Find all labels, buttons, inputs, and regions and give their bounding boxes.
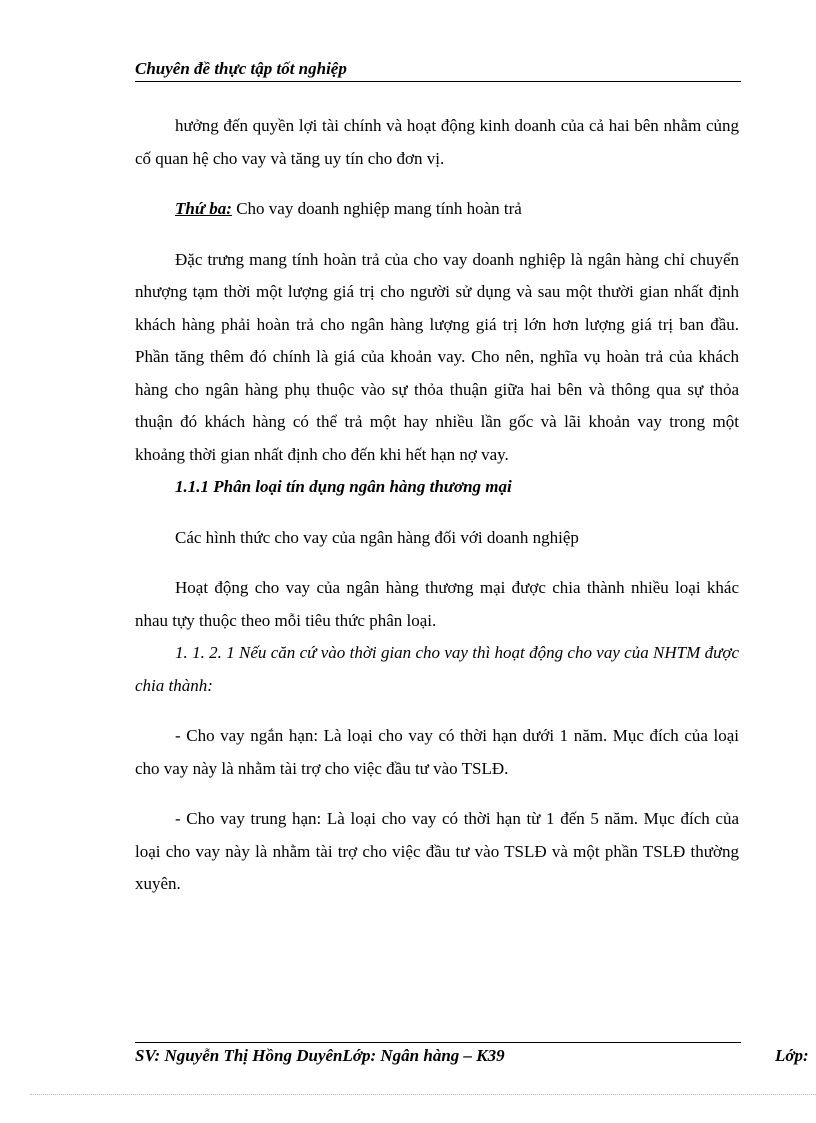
paragraph-1: hưởng đến quyền lợi tài chính và hoạt động kinh doanh của cả hai bên nhằm củng cố quan hệ cho vay và tăng uy tín cho đơn vị. (135, 116, 739, 168)
header-title: Chuyên đề thực tập tốt nghiệp (135, 59, 347, 78)
paragraph-thu-ba (135, 193, 739, 226)
document-body (135, 110, 739, 901)
paragraph-hoat-dong: Hoạt động cho vay của ngân hàng thương mại được chia thành nhiều loại khác nhau tựy thuộc theo mỗi tiêu thức phân loại. (135, 578, 739, 630)
subsection-heading: 1. 1. 2. 1 Nếu căn cứ vào thời gian cho vay thì hoạt động cho vay của NHTM được chia thành: (135, 643, 739, 695)
page-header (135, 57, 741, 82)
thu-ba-label: Thứ ba: (175, 199, 232, 218)
thu-ba-text: Cho vay doanh nghiệp mang tính hoàn trả (231, 199, 522, 218)
section-heading: 1.1.1 Phân loại tín dụng ngân hàng thương mại (175, 477, 512, 496)
paragraph-trung-han: - Cho vay trung hạn: Là loại cho vay có thời hạn từ 1 đến 5 năm. Mục đích của loại cho vay này là nhằm tài trợ cho việc đầu tư vào TSLĐ và một phần TSLĐ thường xuyên. (135, 809, 739, 893)
footer-class-label: Lớp: (775, 1046, 809, 1065)
footer-divider (135, 1042, 741, 1043)
page-bottom-edge (30, 1094, 816, 1095)
paragraph-ngan-han: - Cho vay ngắn hạn: Là loại cho vay có thời hạn dưới 1 năm. Mục đích của loại cho vay này là nhằm tài trợ cho việc đầu tư vào TSLĐ. (135, 726, 739, 778)
paragraph-dac-trung: Đặc trưng mang tính hoàn trả của cho vay doanh nghiệp là ngân hàng chỉ chuyển nhượng tạm thời một lượng giá trị cho người sử dụng và sau một thười gian nhất định khách hàng phải hoàn trả cho ngân hàng lượng giá trị lớn hơn lượng giá trị ban đầu. Phần tăng thêm đó chính là giá của khoản vay. Cho nên, nghĩa vụ hoàn trả của khách hàng cho ngân hàng phụ thuộc vào sự thỏa thuận giữa hai bên và thông qua sự thỏa thuận đó khách hàng có thể trả một hay nhiều lần gốc và lãi khoản vay trong một khoảng thời gian nhất định cho đến khi hết hạn nợ vay. (135, 249, 739, 464)
paragraph-hinh-thuc: Các hình thức cho vay của ngân hàng đối với doanh nghiệp (175, 527, 579, 547)
footer-student-info: SV: Nguyễn Thị Hồng DuyênLớp: Ngân hàng – K39 (135, 1046, 505, 1065)
